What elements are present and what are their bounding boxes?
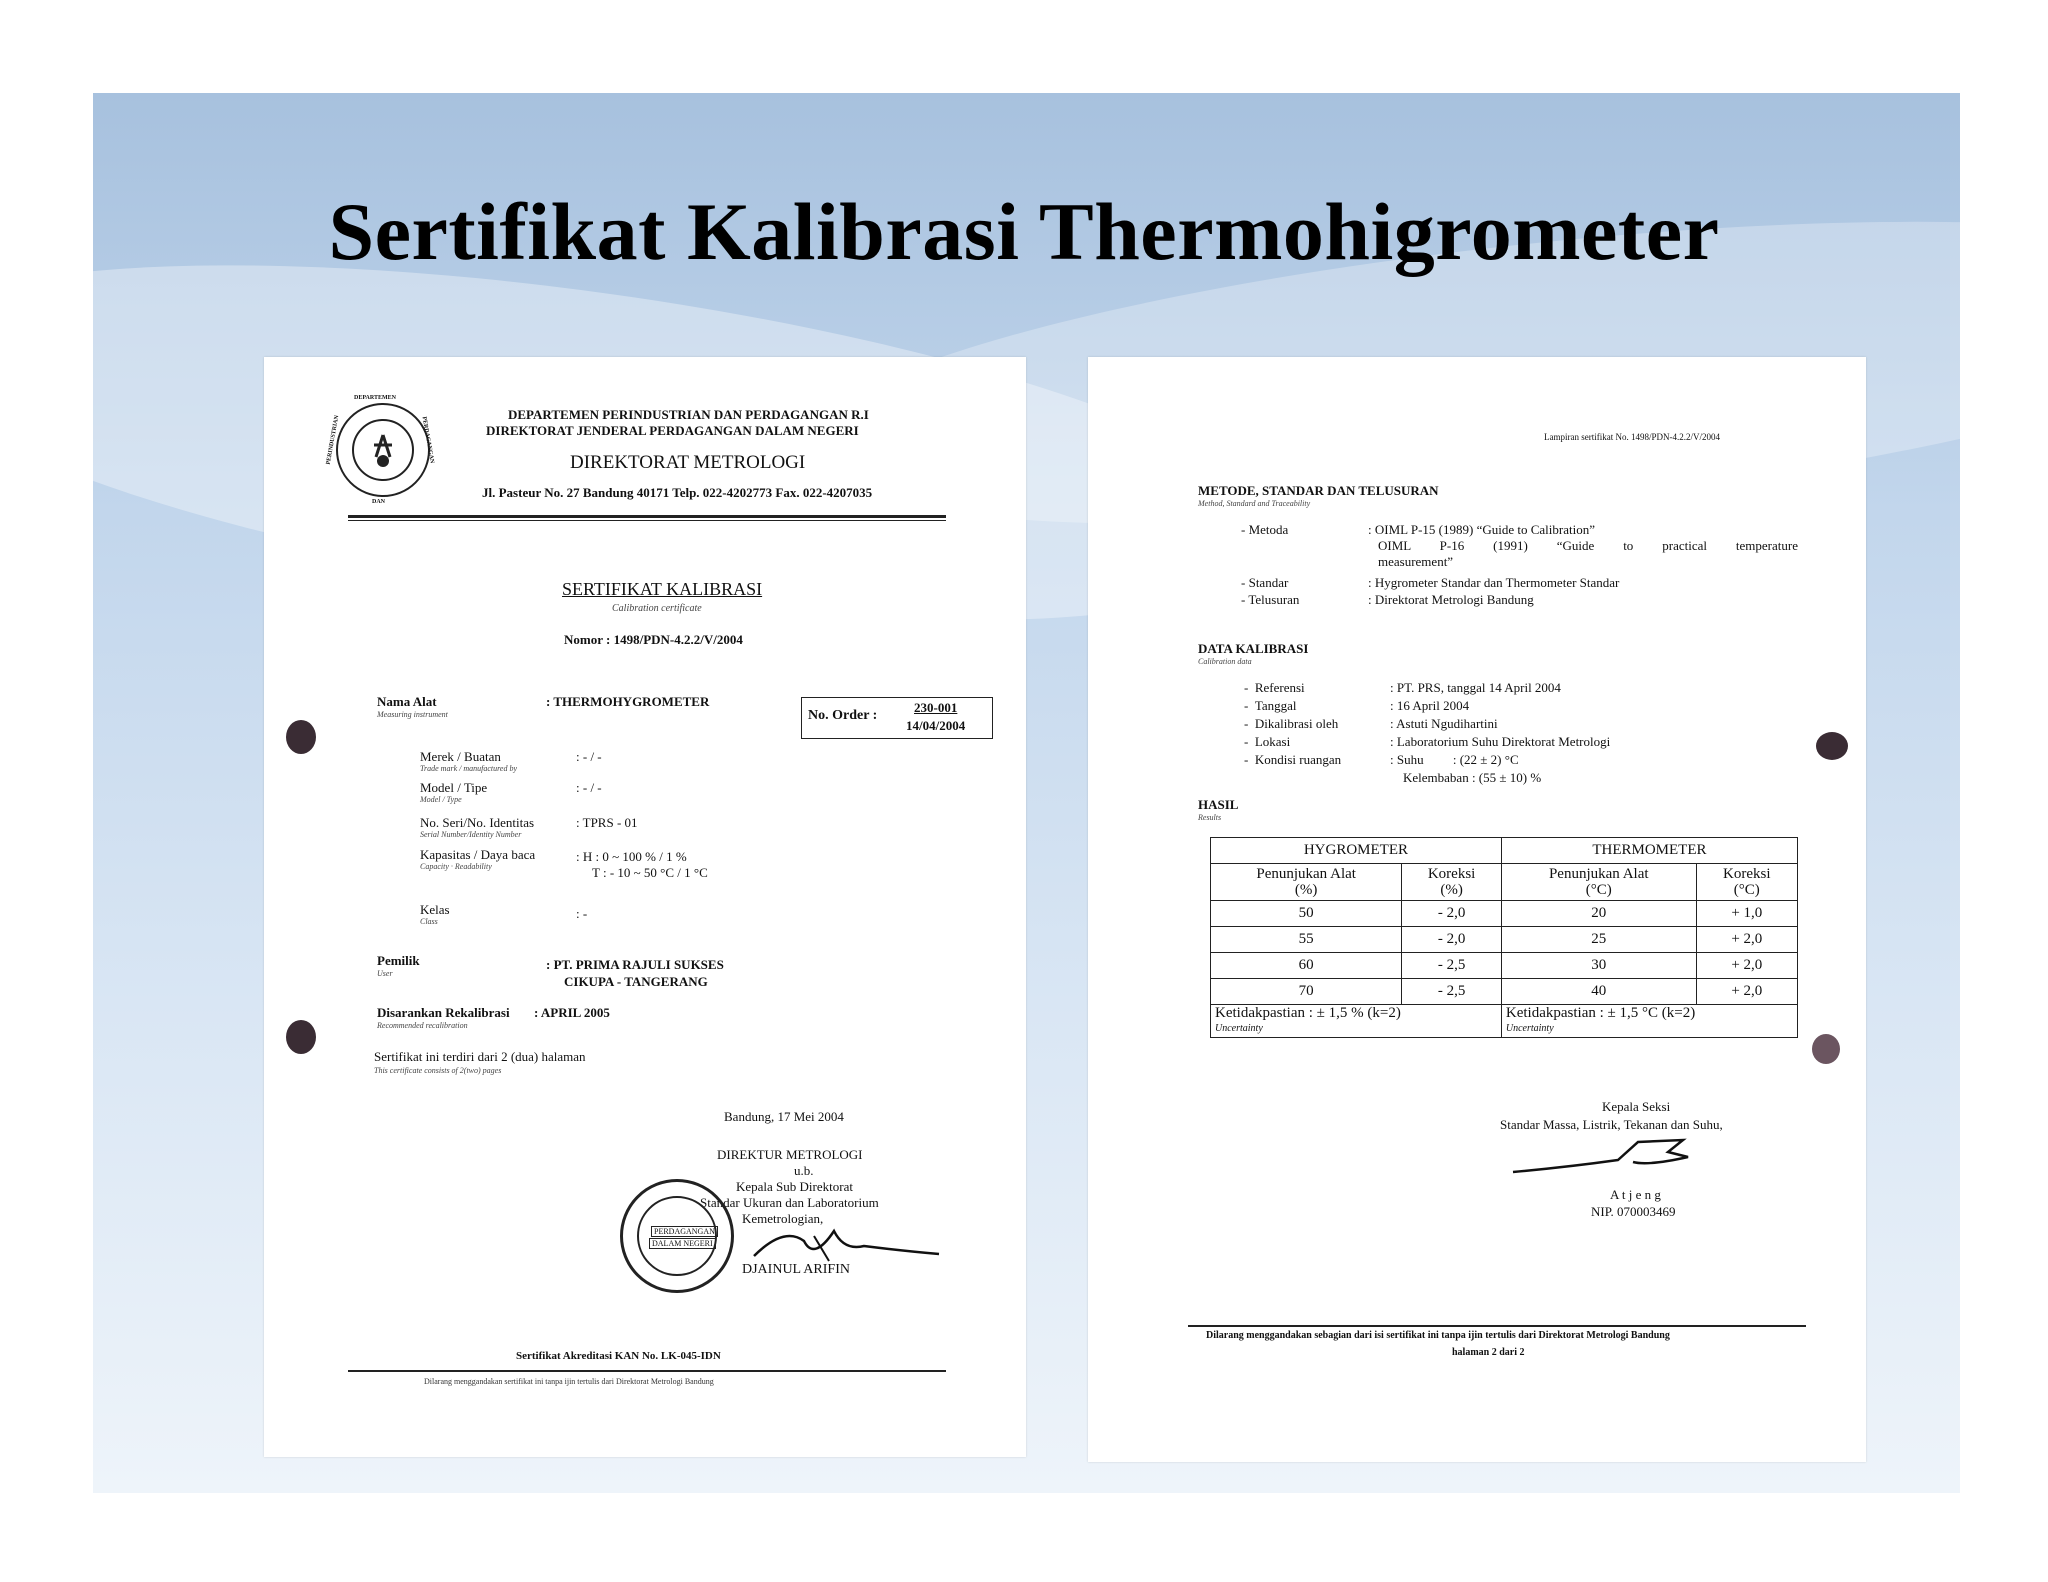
table-cell: 30 <box>1501 953 1696 979</box>
column-header <box>1696 864 1797 901</box>
punch-hole <box>286 720 316 754</box>
column-unit: (%) <box>1294 882 1318 898</box>
table-cell: - 2,0 <box>1402 901 1502 927</box>
stamp-text: DALAM NEGERI <box>649 1238 716 1249</box>
table-group-row <box>1211 838 1798 864</box>
column-header-text: Koreksi <box>1427 866 1476 882</box>
field-value-2: CIKUPA - TANGERANG <box>564 974 708 989</box>
data-value: : Suhu : (22 ± 2) °C <box>1390 752 1519 767</box>
table-cell: + 2,0 <box>1696 927 1797 953</box>
table-cell: 25 <box>1501 927 1696 953</box>
field-value: : PT. PRIMA RAJULI SUKSES <box>546 957 724 972</box>
column-unit: (°C) <box>1733 882 1760 898</box>
table-cell: 50 <box>1211 901 1402 927</box>
pages-note-en: This certificate consists of 2(two) pages <box>374 1066 502 1075</box>
data-label-text: Referensi <box>1254 680 1305 695</box>
field-value: : - / - <box>576 749 602 764</box>
telusuran-label: - Telusuran <box>1241 592 1300 607</box>
column-header <box>1501 864 1696 901</box>
footer-rule <box>348 1370 946 1372</box>
header-rule-thin <box>348 520 946 521</box>
column-unit: (%) <box>1440 882 1463 898</box>
metoda-value-2: OIML P-16 (1991) “Guide to practical temperature <box>1378 538 1798 553</box>
attachment-reference: Lampiran sertifikat No. 1498/PDN-4.2.2/V/2004 <box>1544 432 1720 442</box>
field-value: : APRIL 2005 <box>534 1005 610 1020</box>
column-header-text: Penunjukan Alat <box>1256 866 1356 882</box>
field-value: : H : 0 ~ 100 % / 1 % <box>576 849 687 864</box>
logo-text-left: PERINDUSTRIAN <box>325 414 341 466</box>
column-unit: (°C) <box>1585 882 1612 898</box>
field-value: : - / - <box>576 780 602 795</box>
sign-title-2: Standar Massa, Listrik, Tekanan dan Suhu, <box>1500 1117 1723 1132</box>
table-row <box>1211 953 1798 979</box>
pages-note: Sertifikat ini terdiri dari 2 (dua) halaman <box>374 1049 586 1064</box>
table-cell: + 1,0 <box>1696 901 1797 927</box>
certificate-page-2 <box>1088 357 1866 1462</box>
sign-line-3: Kemetrologian, <box>742 1211 824 1226</box>
sign-line-2: Standar Ukuran dan Laboratorium <box>700 1195 879 1210</box>
punch-hole <box>1816 732 1848 760</box>
field-sublabel: User <box>377 969 393 978</box>
metoda-value-1: : OIML P-15 (1989) “Guide to Calibration” <box>1368 522 1595 537</box>
header-line-2: DIREKTORAT JENDERAL PERDAGANGAN DALAM NEGERI <box>486 423 859 438</box>
field-sublabel: Class <box>420 917 438 926</box>
section-data-en: Calibration data <box>1198 657 1252 666</box>
certificate-number: Nomor : 1498/PDN-4.2.2/V/2004 <box>564 632 743 647</box>
table-cell: + 2,0 <box>1696 979 1797 1005</box>
section-method-en: Method, Standard and Traceability <box>1198 499 1311 508</box>
data-label: - Dikalibrasi oleh <box>1244 716 1339 731</box>
place-date: Bandung, 17 Mei 2004 <box>724 1109 844 1124</box>
field-label: Merek / Buatan <box>420 749 501 764</box>
table-cell: 55 <box>1211 927 1402 953</box>
section-method: METODE, STANDAR DAN TELUSURAN <box>1198 483 1439 498</box>
header-address: Jl. Pasteur No. 27 Bandung 40171 Telp. 022-4202773 Fax. 022-4207035 <box>482 485 873 500</box>
punch-hole <box>1812 1034 1840 1064</box>
handwritten-signature <box>1508 1132 1708 1182</box>
column-header-text: Penunjukan Alat <box>1548 866 1649 882</box>
order-date: 14/04/2004 <box>906 718 966 733</box>
field-sublabel: Capacity · Readability <box>420 862 492 871</box>
accreditation: Sertifikat Akreditasi KAN No. LK-045-IDN <box>516 1350 721 1362</box>
table-cell: + 2,0 <box>1696 953 1797 979</box>
section-results-en: Results <box>1198 813 1222 822</box>
data-value: : 16 April 2004 <box>1390 698 1470 713</box>
field-sublabel: Serial Number/Identity Number <box>420 830 522 839</box>
field-value: : - <box>576 906 588 921</box>
data-label: - Lokasi <box>1244 734 1291 749</box>
table-row <box>1211 927 1798 953</box>
stamp-text: PERDAGANGAN <box>651 1226 718 1237</box>
punch-hole <box>286 1020 316 1054</box>
field-label: Pemilik <box>377 953 420 968</box>
footer-note: Dilarang menggandakan sertifikat ini tanpa ijin tertulis dari Direktorat Metrologi Bandung <box>424 1377 714 1386</box>
section-results: HASIL <box>1198 797 1239 812</box>
uncertainty-thermometer <box>1501 1005 1797 1038</box>
ub-label: u.b. <box>794 1163 814 1178</box>
certificate-title: SERTIFIKAT KALIBRASI <box>562 579 763 599</box>
data-label: - Kondisi ruangan <box>1244 752 1342 767</box>
data-value: : Astuti Ngudihartini <box>1390 716 1498 731</box>
field-label: Disarankan Rekalibrasi <box>377 1005 510 1020</box>
field-label: No. Seri/No. Identitas <box>420 815 535 830</box>
order-label: No. Order : <box>808 708 878 723</box>
sign-line-1: Kepala Sub Direktorat <box>736 1179 853 1194</box>
certificate-title-en: Calibration certificate <box>612 603 702 614</box>
table-header-row <box>1211 864 1798 901</box>
uncertainty-text: Ketidakpastian : ± 1,5 °C (k=2) <box>1505 1005 1696 1021</box>
section-data: DATA KALIBRASI <box>1198 641 1309 656</box>
standar-label-text: Standar <box>1248 575 1289 590</box>
table-cell: - 2,0 <box>1402 927 1502 953</box>
column-header-text: Koreksi <box>1723 866 1771 882</box>
humidity-condition: Kelembaban : (55 ± 10) % <box>1403 770 1542 785</box>
signer-name: A t j e n g <box>1610 1187 1661 1202</box>
telusuran-label-text: Telusuran <box>1248 592 1300 607</box>
table-cell: 70 <box>1211 979 1402 1005</box>
uncertainty-en: Uncertainty <box>1215 1023 1263 1034</box>
table-row <box>1211 901 1798 927</box>
table-cell: 20 <box>1501 901 1696 927</box>
data-label: - Tanggal <box>1244 698 1297 713</box>
order-box <box>801 697 993 739</box>
table-cell: - 2,5 <box>1402 979 1502 1005</box>
metoda-label-text: Metoda <box>1248 522 1289 537</box>
footer-rule <box>1188 1325 1806 1327</box>
data-label-text: Lokasi <box>1254 734 1291 749</box>
field-sublabel: Trade mark / manufactured by <box>420 764 518 773</box>
uncertainty-en: Uncertainty <box>1505 1023 1554 1034</box>
data-label: - Referensi <box>1244 680 1305 695</box>
signer-name: DJAINUL ARIFIN <box>742 1262 850 1277</box>
field-label: Model / Tipe <box>420 780 488 795</box>
order-number: 230-001 <box>914 700 958 715</box>
uncertainty-hygrometer <box>1211 1005 1502 1038</box>
table-cell: 60 <box>1211 953 1402 979</box>
field-label: Nama Alat <box>377 694 437 709</box>
telusuran-value: : Direktorat Metrologi Bandung <box>1368 592 1534 607</box>
table-row <box>1211 979 1798 1005</box>
field-value: : TPRS - 01 <box>576 815 638 830</box>
column-header <box>1402 864 1502 901</box>
ministry-logo <box>336 403 430 497</box>
standar-value: : Hygrometer Standar dan Thermometer Standar <box>1368 575 1620 590</box>
data-label-text: Dikalibrasi oleh <box>1254 716 1339 731</box>
footer-note: Dilarang menggandakan sebagian dari isi sertifikat ini tanpa ijin tertulis dari Direktorat Metrologi Bandung <box>1206 1330 1670 1341</box>
official-stamp <box>620 1179 734 1293</box>
field-value-2: T : - 10 ~ 50 °C / 1 °C <box>592 865 708 880</box>
metoda-value-3: measurement” <box>1378 554 1454 569</box>
logo-text-top: DEPARTEMEN <box>354 395 397 401</box>
calibration-table <box>1210 837 1798 1038</box>
header-rule <box>348 515 946 518</box>
uncertainty-text: Ketidakpastian : ± 1,5 % (k=2) <box>1215 1005 1401 1021</box>
director-title: DIREKTUR METROLOGI <box>717 1147 863 1162</box>
data-label-text: Tanggal <box>1254 698 1297 713</box>
group-hygrometer: HYGROMETER <box>1211 838 1502 864</box>
field-sublabel: Model / Type <box>420 795 462 804</box>
slide-title: Sertifikat Kalibrasi Thermohigrometer <box>328 186 1720 277</box>
header-line-1: DEPARTEMEN PERINDUSTRIAN DAN PERDAGANGAN R.I <box>508 407 869 422</box>
page-number: halaman 2 dari 2 <box>1452 1347 1525 1358</box>
table-cell: - 2,5 <box>1402 953 1502 979</box>
logo-text-right: PERDAGANGAN <box>420 416 435 464</box>
signer-nip: NIP. 070003469 <box>1591 1204 1676 1219</box>
data-label-text: Kondisi ruangan <box>1254 752 1342 767</box>
data-value: : PT. PRS, tanggal 14 April 2004 <box>1390 680 1561 695</box>
field-sublabel: Measuring instrument <box>377 710 448 719</box>
logo-emblem-icon <box>338 405 428 495</box>
field-sublabel: Recommended recalibration <box>377 1021 468 1030</box>
field-label: Kelas <box>420 902 450 917</box>
certificate-page-1 <box>264 357 1026 1457</box>
sign-title-1: Kepala Seksi <box>1602 1099 1671 1114</box>
field-label: Kapasitas / Daya baca <box>420 847 536 862</box>
header-directorate: DIREKTORAT METROLOGI <box>570 452 806 473</box>
metoda-label: - Metoda <box>1241 522 1289 537</box>
field-value: : THERMOHYGROMETER <box>546 694 710 709</box>
logo-text-bottom: DAN <box>372 499 385 505</box>
column-header <box>1211 864 1402 901</box>
uncertainty-row <box>1211 1005 1798 1038</box>
data-value: : Laboratorium Suhu Direktorat Metrologi <box>1390 734 1611 749</box>
group-thermometer: THERMOMETER <box>1501 838 1797 864</box>
standar-label: - Standar <box>1241 575 1289 590</box>
table-cell: 40 <box>1501 979 1696 1005</box>
